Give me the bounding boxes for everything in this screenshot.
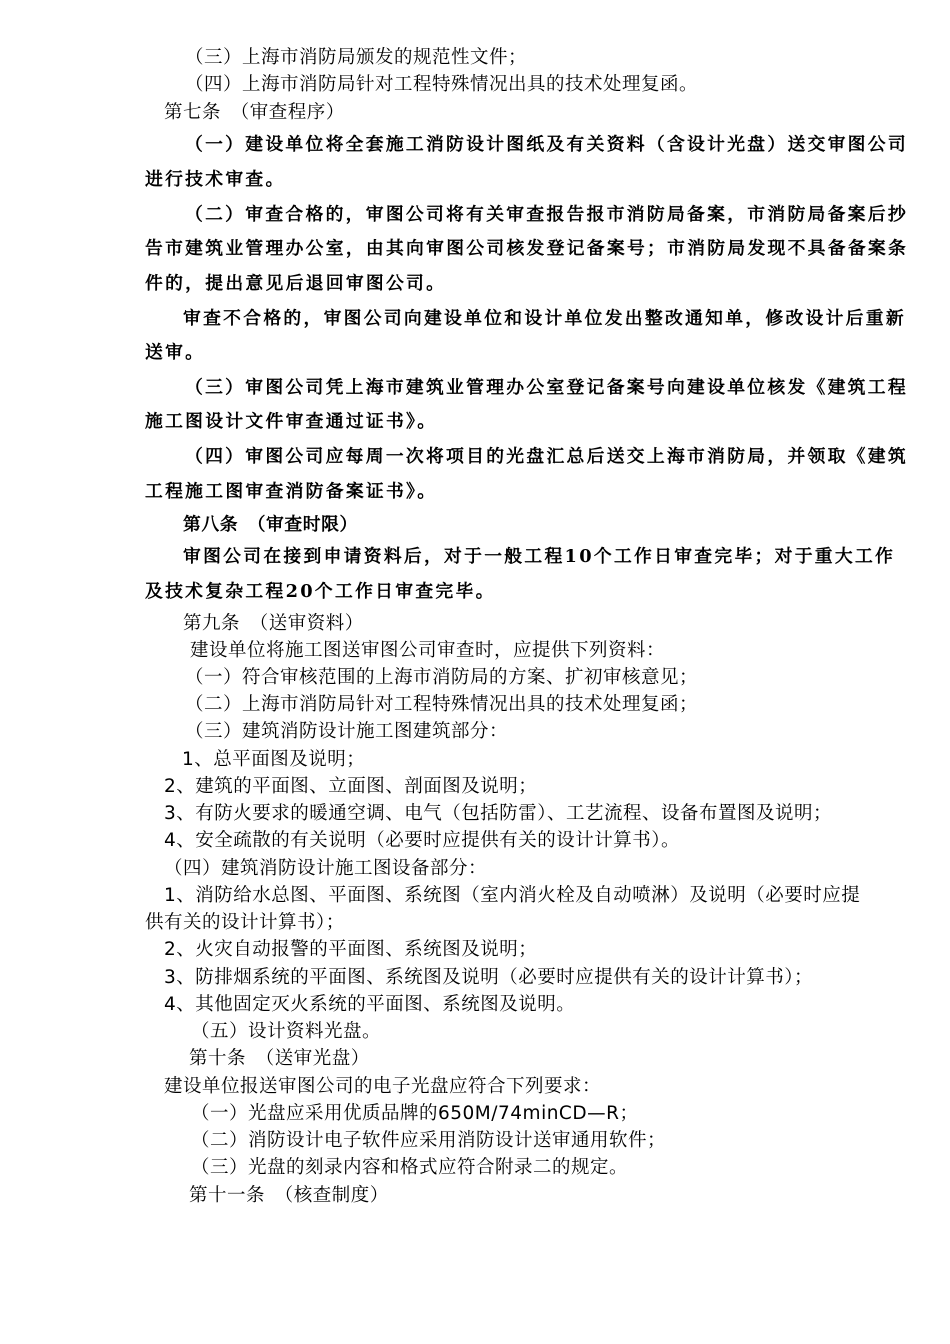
article-7-item-4-line-1: （四）审图公司应每周一次将项目的光盘汇总后送交上海市消防局，并领取《建筑 [185,446,908,467]
article-7-item-2-line-1: （二）审查合格的，审图公司将有关审查报告报市消防局备案，市消防局备案后抄 [185,204,908,225]
article-10-heading: 第十条 （送审光盘） [189,1048,370,1069]
item-4-sub-2: 2、火灾自动报警的平面图、系统图及说明； [164,939,538,960]
clause-6-item-4: （四）上海市消防局针对工程特殊情况出具的技术处理复函。 [185,74,699,95]
article-7-item-3-line-2: 施工图设计文件审查通过证书》。 [145,411,438,432]
item-4-sub-3: 3、防排烟系统的平面图、系统图及说明（必要时应提供有关的设计计算书）； [164,967,814,988]
article-8-text-line-2: 及技术复杂工程20个工作日审查完毕。 [145,581,496,602]
item-4-sub-1-line-2: 供有关的设计计算书）； [145,912,345,933]
item-3-sub-3: 3、有防火要求的暖通空调、电气（包括防雷）、工艺流程、设备布置图及说明； [164,803,833,824]
article-7-item-3-line-1: （三）审图公司凭上海市建筑业管理办公室登记备案号向建设单位核发《建筑工程 [185,377,908,398]
article-9-item-3: （三）建筑消防设计施工图建筑部分： [185,721,509,742]
item-4-sub-1-line-1: 1、消防给水总图、平面图、系统图（室内消火栓及自动喷淋）及说明（必要时应提 [164,885,861,906]
article-7-fail-line-2: 送审。 [145,342,206,363]
item-3-sub-2: 2、建筑的平面图、立面图、剖面图及说明； [164,776,538,797]
article-9-item-1: （一）符合审核范围的上海市消防局的方案、扩初审核意见； [185,667,699,688]
article-10-item-2: （二）消防设计电子软件应采用消防设计送审通用软件； [191,1130,667,1151]
article-9-item-5: （五）设计资料光盘。 [191,1021,382,1042]
article-11-heading: 第十一条 （核查制度） [189,1185,389,1206]
article-7-item-4-line-2: 工程施工图审查消防备案证书》。 [145,481,438,502]
clause-6-item-3: （三）上海市消防局颁发的规范性文件； [185,47,528,68]
article-7-item-2-line-3: 件的，提出意见后退回审图公司。 [145,273,447,294]
article-10-item-1: （一）光盘应采用优质品牌的650M/74minCD—R； [191,1103,639,1124]
article-9-heading: 第九条 （送审资料） [183,613,364,634]
article-10-intro: 建设单位报送审图公司的电子光盘应符合下列要求： [164,1076,602,1097]
article-7-item-1-line-1: （一）建设单位将全套施工消防设计图纸及有关资料（含设计光盘）送交审图公司 [185,134,908,155]
item-3-sub-4: 4、安全疏散的有关说明（必要时应提供有关的设计计算书）。 [164,830,681,851]
article-7-fail-line-1: 审查不合格的，审图公司向建设单位和设计单位发出整改通知单，修改设计后重新 [183,308,906,329]
article-9-intro: 建设单位将施工图送审图公司审查时，应提供下列资料： [190,640,666,661]
article-10-item-3: （三）光盘的刻录内容和格式应符合附录二的规定。 [191,1157,629,1178]
article-9-item-2: （二）上海市消防局针对工程特殊情况出具的技术处理复函； [185,694,699,715]
article-7-heading: 第七条 （审查程序） [164,102,345,123]
article-8-text-line-1: 审图公司在接到申请资料后，对于一般工程10个工作日审查完毕；对于重大工作 [183,546,896,567]
article-8-heading: 第八条 （审查时限） [183,514,358,535]
article-7-item-1-line-2: 进行技术审查。 [145,169,286,190]
item-3-sub-1: 1、总平面图及说明； [182,749,366,770]
article-9-item-4: （四）建筑消防设计施工图设备部分： [164,858,488,879]
article-7-item-2-line-2: 告市建筑业管理办公室，由其向审图公司核发登记备案号；市消防局发现不具备备案条 [145,238,909,259]
item-4-sub-4: 4、其他固定灭火系统的平面图、系统图及说明。 [164,994,576,1015]
